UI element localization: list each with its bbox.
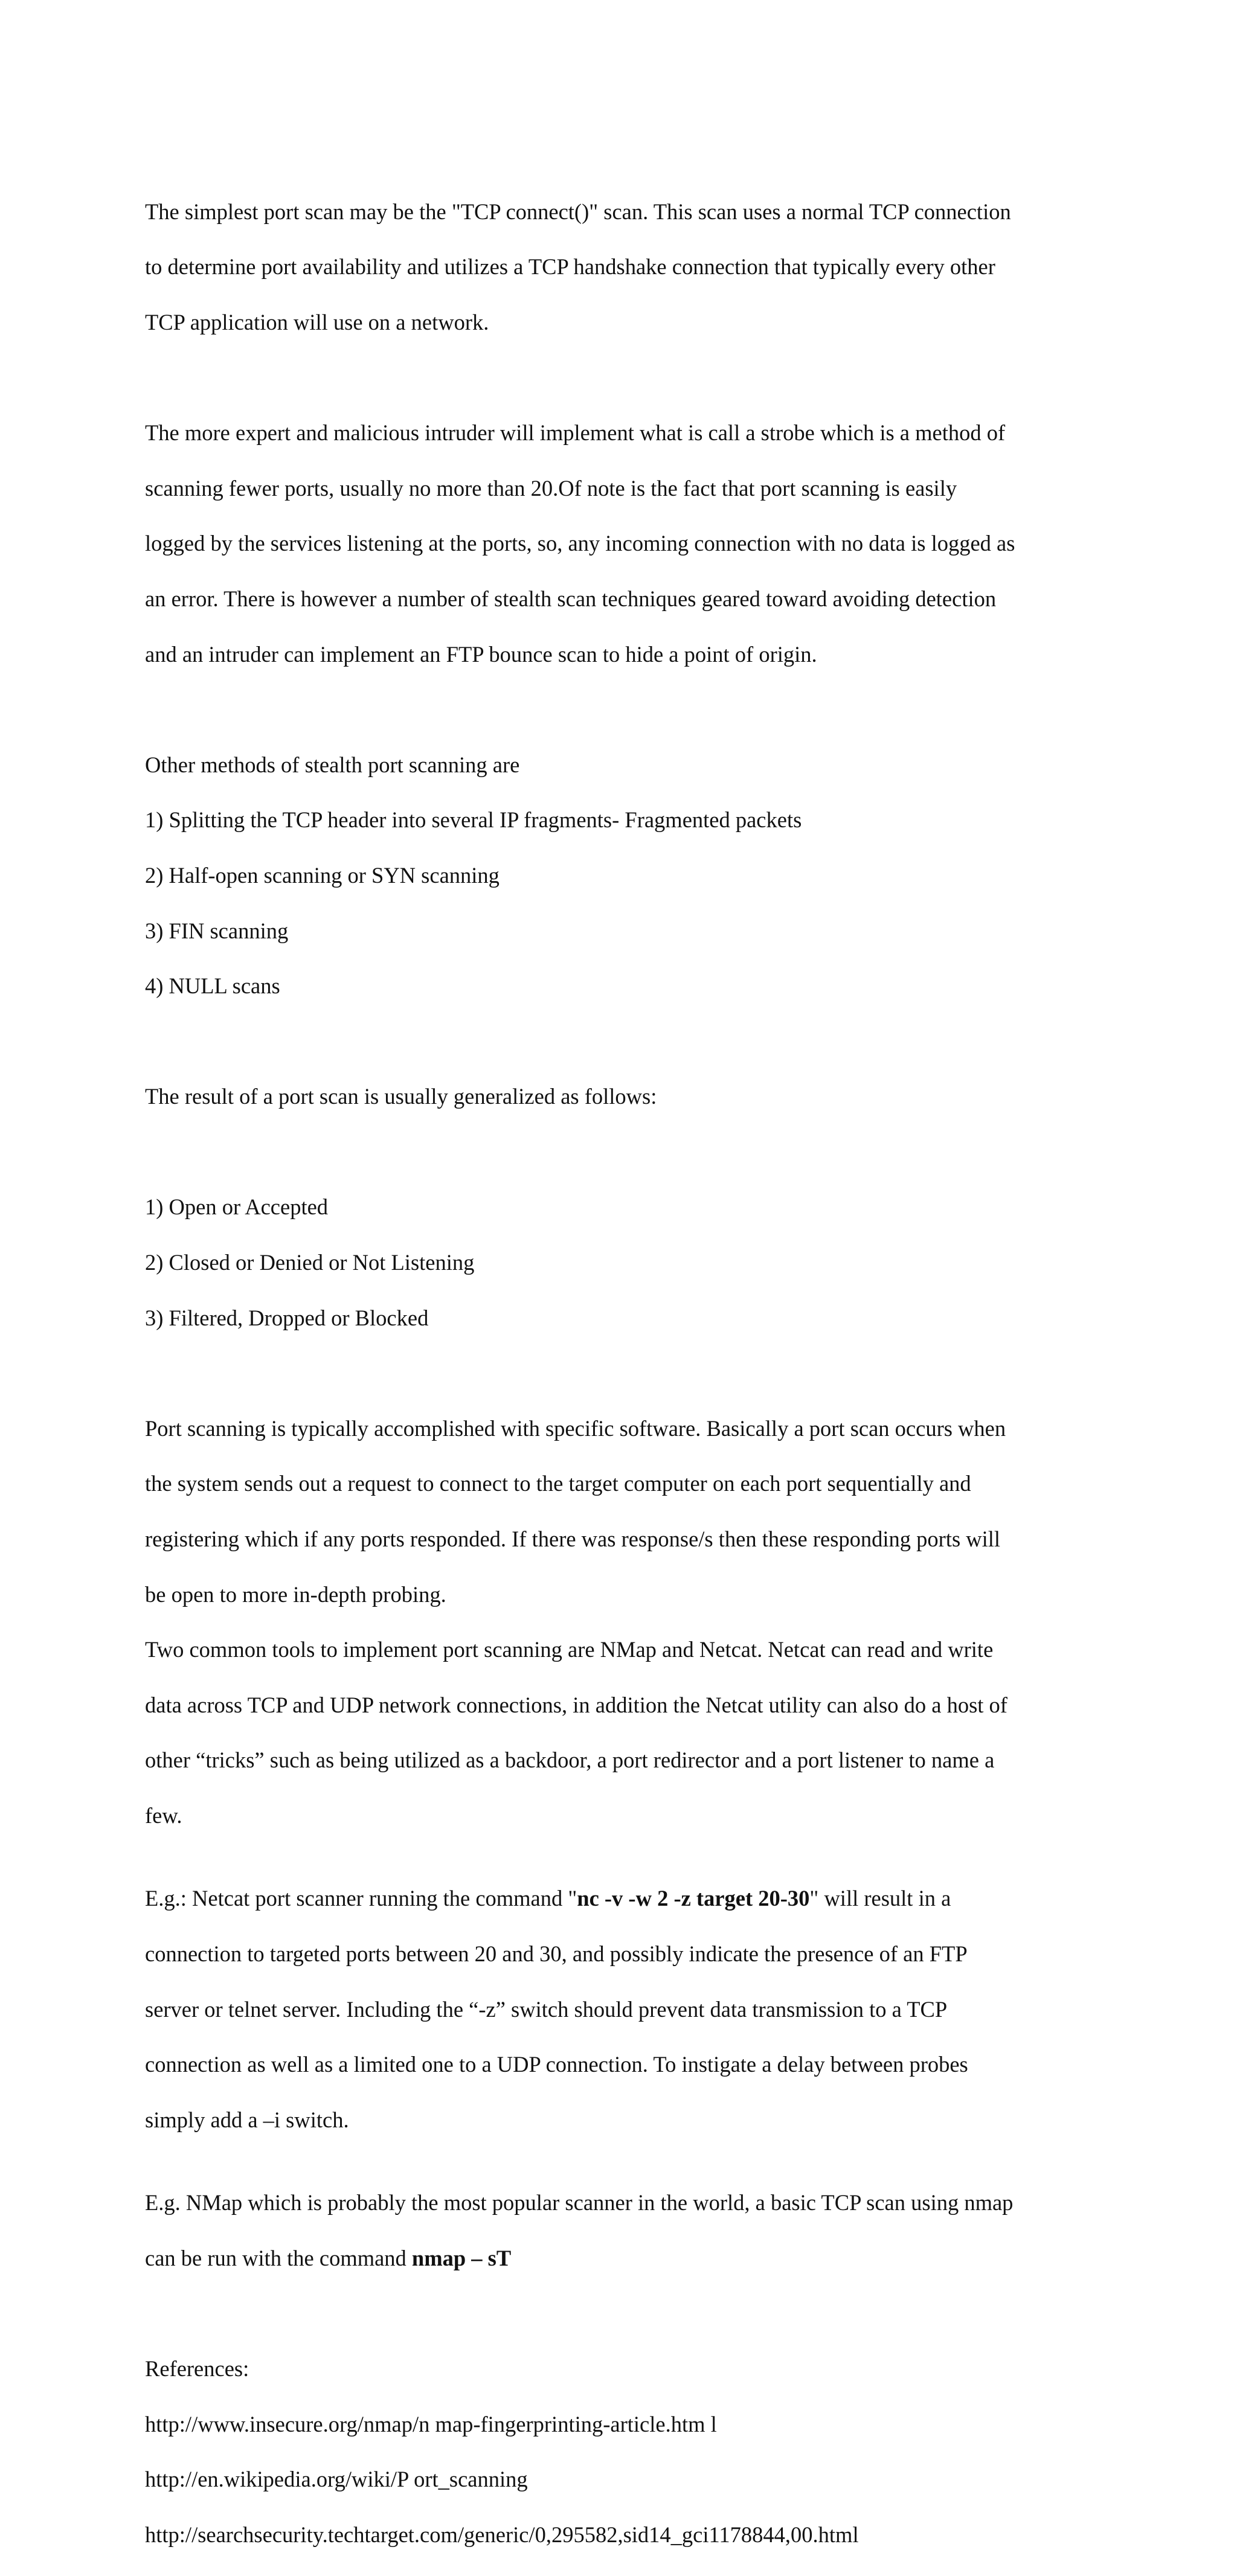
list-intro: Other methods of stealth port scanning are (145, 752, 520, 777)
text-line: TCP application will use on a network. (145, 309, 489, 335)
paragraph-spacer (145, 1138, 1111, 1166)
nmap-example-line (145, 2244, 1111, 2272)
stealth-methods-list (145, 723, 1111, 1028)
text-fragment: " will result in a (809, 1886, 951, 1911)
list-item: 2) Half-open scanning or SYN scanning (145, 862, 500, 888)
reference-link: http://www.insecure.org/nmap/n map-fingerprinting-article.htm l (145, 2411, 717, 2437)
list-item: 1) Open or Accepted (145, 1194, 329, 1220)
text-fragment: E.g.: Netcat port scanner running the command " (145, 1886, 577, 1911)
text-line: other “tricks” such as being utilized as a backdoor, a port redirector and a port listener to name a (145, 1748, 995, 1773)
list-item: 2) Closed or Denied or Not Listening (145, 1250, 475, 1275)
text-line: and an intruder can implement an FTP bounce scan to hide a point of origin. (145, 641, 817, 667)
paragraph-spacer (145, 364, 1111, 392)
paragraph-spacer (145, 2299, 1111, 2327)
paragraph-software (145, 1387, 1111, 2299)
nmap-command: nmap – sT (411, 2245, 512, 2270)
references-section (145, 2327, 1111, 2576)
list-item: 3) FIN scanning (145, 918, 289, 943)
paragraph-spacer (145, 1359, 1111, 1387)
reference-link: http://en.wikipedia.org/wiki/P ort_scanning (145, 2467, 528, 2492)
paragraph-tcp-connect (145, 170, 1111, 364)
list-item: 3) Filtered, Dropped or Blocked (145, 1305, 429, 1330)
list-item: 1) Splitting the TCP header into several IP fragments- Fragmented packets (145, 807, 802, 833)
list-intro: The result of a port scan is usually generalized as follows: (145, 1084, 657, 1109)
netcat-command: nc -v -w 2 -z target 20-30 (577, 1886, 810, 1911)
text-line: to determine port availability and utilizes a TCP handshake connection that typically every other (145, 254, 995, 280)
text-line: E.g. NMap which is probably the most popular scanner in the world, a basic TCP scan using nmap (145, 2190, 1014, 2216)
text-line: an error. There is however a number of stealth scan techniques geared toward avoiding detection (145, 586, 997, 611)
text-line: The more expert and malicious intruder will implement what is call a strobe which is a method of (145, 420, 1006, 446)
text-line: The simplest port scan may be the "TCP connect()" scan. This scan uses a normal TCP connection (145, 199, 1011, 224)
text-line: scanning fewer ports, usually no more than 20.Of note is the fact that port scanning is easily (145, 475, 957, 501)
document-page (145, 170, 1111, 2576)
text-line: simply add a –i switch. (145, 2107, 349, 2132)
text-line: data across TCP and UDP network connections, in addition the Netcat utility can also do a host of (145, 1692, 1007, 1717)
list-item: 4) NULL scans (145, 973, 280, 999)
paragraph-strobe (145, 391, 1111, 696)
text-line: logged by the services listening at the ports, so, any incoming connection with no data is logged as (145, 531, 1015, 556)
paragraph-spacer (145, 1028, 1111, 1056)
reference-link: http://searchsecurity.techtarget.com/generic/0,295582,sid14_gci1178844,00.html (145, 2522, 859, 2547)
paragraph-spacer (145, 696, 1111, 723)
text-line: Port scanning is typically accomplished with specific software. Basically a port scan occurs when (145, 1415, 1006, 1441)
text-line: connection to targeted ports between 20 and 30, and possibly indicate the presence of an FTP (145, 1941, 968, 1966)
text-line: registering which if any ports responded. If there was response/s then these responding ports will (145, 1527, 1001, 1552)
text-fragment: can be run with the command (145, 2245, 412, 2270)
text-line: server or telnet server. Including the “-z” switch should prevent data transmission to a TCP (145, 1996, 948, 2022)
scan-results-list (145, 1056, 1111, 1360)
text-line: connection as well as a limited one to a UDP connection. To instigate a delay between probes (145, 2052, 968, 2077)
text-line: be open to more in-depth probing. (145, 1581, 446, 1607)
text-line: Two common tools to implement port scanning are NMap and Netcat. Netcat can read and write (145, 1637, 994, 1662)
references-heading: References: (145, 2356, 249, 2381)
text-line: few. (145, 1803, 182, 1828)
netcat-example-line (145, 1885, 1111, 1912)
text-line: the system sends out a request to connect to the target computer on each port sequentially and (145, 1471, 971, 1496)
